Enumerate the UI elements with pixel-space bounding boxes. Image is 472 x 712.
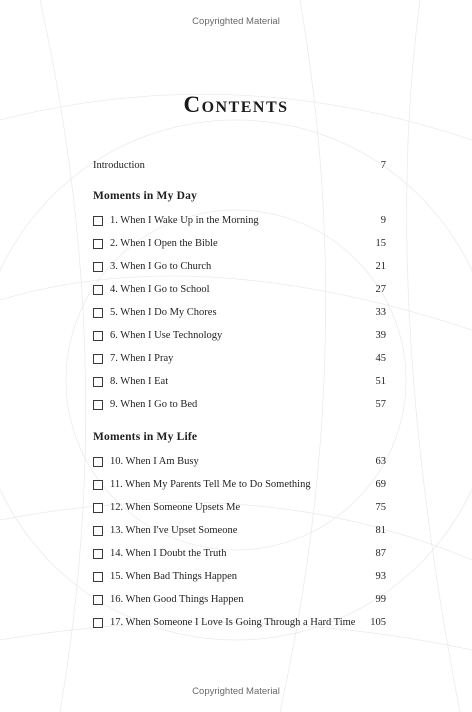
toc-entry-label: 8. When I Eat: [110, 376, 169, 387]
toc-entry[interactable]: [93, 255, 386, 278]
toc-entry-page: 51: [375, 376, 386, 387]
toc-entry-label: 6. When I Use Technology: [110, 330, 223, 341]
checkbox-icon[interactable]: [93, 239, 103, 249]
checkbox-icon[interactable]: [93, 595, 103, 605]
section-heading: Moments in My Life: [93, 431, 198, 443]
toc-entry[interactable]: [93, 496, 386, 519]
toc-entry-label: Introduction: [93, 159, 145, 171]
toc-entry-label: 4. When I Go to School: [110, 284, 210, 295]
toc-entry-page: 105: [370, 617, 386, 628]
checkbox-icon[interactable]: [93, 618, 103, 628]
checkbox-icon[interactable]: [93, 480, 103, 490]
toc-entry-label: 9. When I Go to Bed: [110, 399, 198, 410]
toc-entry-page: 15: [375, 238, 386, 249]
toc-entry-introduction[interactable]: [93, 155, 386, 175]
toc-entry-label: 14. When I Doubt the Truth: [110, 548, 227, 559]
toc-entry-page: 27: [375, 284, 386, 295]
toc-entry[interactable]: [93, 519, 386, 542]
toc-entry-page: 57: [375, 399, 386, 410]
checkbox-icon[interactable]: [93, 262, 103, 272]
toc-entry-page: 69: [375, 479, 386, 490]
page-title: Contents: [183, 92, 289, 117]
toc-entry-page: 7: [380, 159, 386, 171]
checkbox-icon[interactable]: [93, 572, 103, 582]
toc-entry[interactable]: [93, 347, 386, 370]
toc-entry-label: 16. When Good Things Happen: [110, 594, 244, 605]
checkbox-icon[interactable]: [93, 377, 103, 387]
toc-entry-label: 15. When Bad Things Happen: [110, 571, 238, 582]
toc-entry-label: 7. When I Pray: [110, 353, 174, 364]
toc-entry[interactable]: [93, 565, 386, 588]
toc-entry[interactable]: [93, 611, 386, 634]
toc-entry[interactable]: [93, 588, 386, 611]
toc-entry[interactable]: [93, 278, 386, 301]
checkbox-icon[interactable]: [93, 526, 103, 536]
toc-entry-page: 33: [375, 307, 386, 318]
toc-entry[interactable]: [93, 232, 386, 255]
checkbox-icon[interactable]: [93, 549, 103, 559]
copyright-watermark-top: Copyrighted Material: [192, 16, 280, 27]
section-heading: Moments in My Day: [93, 190, 198, 202]
toc-entry-page: 45: [375, 353, 386, 364]
toc-entry[interactable]: [93, 542, 386, 565]
toc-entry-label: 10. When I Am Busy: [110, 456, 199, 467]
toc-entry-label: 12. When Someone Upsets Me: [110, 502, 241, 513]
toc-entry[interactable]: [93, 370, 386, 393]
toc-entry-page: 99: [375, 594, 386, 605]
toc-entry-page: 75: [375, 502, 386, 513]
toc-entry[interactable]: [93, 450, 386, 473]
toc-entry[interactable]: [93, 393, 386, 416]
toc-entry[interactable]: [93, 473, 386, 496]
toc-entry-page: 81: [375, 525, 386, 536]
section-moments-in-my-life: [93, 426, 386, 634]
toc-entry-label: 2. When I Open the Bible: [110, 238, 218, 249]
toc-entry-label: 5. When I Do My Chores: [110, 307, 217, 318]
checkbox-icon[interactable]: [93, 503, 103, 513]
copyright-watermark-bottom: Copyrighted Material: [192, 686, 280, 697]
toc-entry-label: 11. When My Parents Tell Me to Do Something: [110, 479, 311, 490]
toc-entry[interactable]: [93, 301, 386, 324]
table-of-contents: [93, 155, 386, 634]
checkbox-icon[interactable]: [93, 457, 103, 467]
toc-entry-label: 3. When I Go to Church: [110, 261, 212, 272]
checkbox-icon[interactable]: [93, 354, 103, 364]
checkbox-icon[interactable]: [93, 216, 103, 226]
checkbox-icon[interactable]: [93, 331, 103, 341]
toc-entry-page: 63: [375, 456, 386, 467]
toc-entry-label: 17. When Someone I Love Is Going Through a Hard Time: [110, 617, 356, 628]
toc-entry-page: 87: [375, 548, 386, 559]
toc-entry-page: 21: [375, 261, 386, 272]
checkbox-icon[interactable]: [93, 285, 103, 295]
toc-entry-page: 93: [375, 571, 386, 582]
toc-entry[interactable]: [93, 209, 386, 232]
toc-entry-page: 39: [375, 330, 386, 341]
toc-entry-label: 13. When I've Upset Someone: [110, 525, 238, 536]
toc-entry-label: 1. When I Wake Up in the Morning: [110, 215, 259, 226]
section-moments-in-my-day: [93, 185, 386, 416]
checkbox-icon[interactable]: [93, 400, 103, 410]
toc-entry-page: 9: [380, 215, 386, 226]
toc-entry[interactable]: [93, 324, 386, 347]
checkbox-icon[interactable]: [93, 308, 103, 318]
